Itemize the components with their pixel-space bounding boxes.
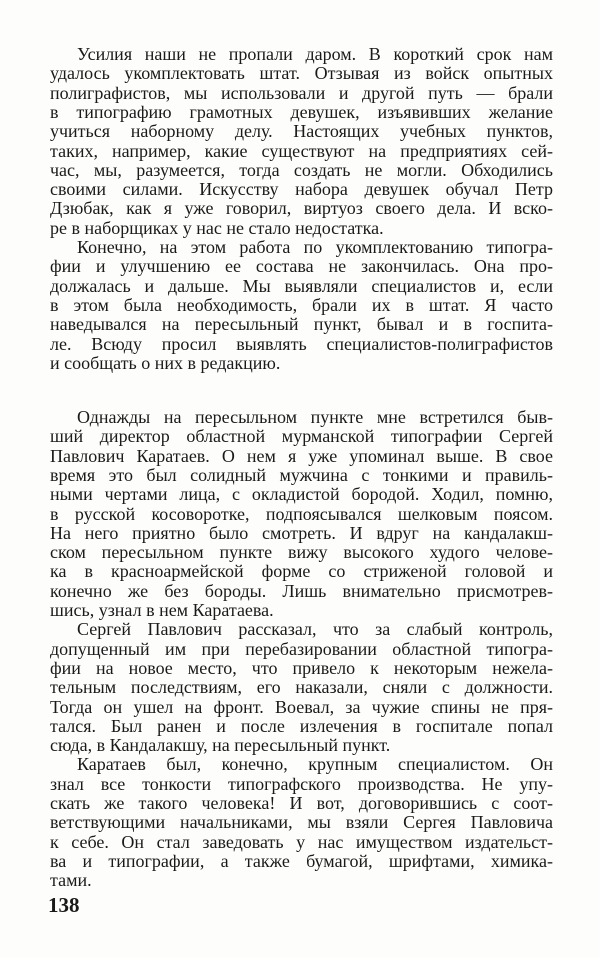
text-line: ре в наборщиках у нас не стало недостатка.	[50, 217, 384, 238]
text-line: в русской косоворотке, подпоясывался шелковым поясом.	[50, 503, 553, 524]
text-line: допущенный им при перебазировании областной типогра-	[50, 638, 553, 659]
text-line: ший директор областной мурманской типографии Сергей	[50, 426, 553, 447]
text-line: полиграфистов, мы использовали и другой путь — брали	[50, 82, 553, 103]
text-line: ветствующими начальниками, мы взяли Сергея Павловича	[50, 812, 553, 833]
text-line: Сергей Павлович рассказал, что за слабый контроль,	[77, 619, 553, 640]
text-line: ле. Всюду просил выявлять специалистов-полиграфистов	[50, 333, 553, 354]
text-line: ка в красноармейской форме со стриженой головой и	[50, 561, 553, 582]
text-line: ском пересыльном пункте вижу высокого худого челове-	[50, 542, 553, 563]
text-line: Усилия наши не пропали даром. В короткий срок нам	[77, 44, 553, 64]
text-line: скать же такого человека! И вот, договорившись с соот-	[50, 793, 553, 813]
text-line: шись, узнал в нем Каратаева.	[50, 600, 274, 620]
text-line: тался. Был ранен и после излечения в госпитале попал	[50, 715, 553, 736]
text-line: знал все тонкости типографского производства. Не упу-	[50, 773, 553, 794]
text-line: тельным последствиям, его наказали, сняли с должности.	[50, 677, 553, 698]
text-line: учиться наборному делу. Настоящих учебных пунктов,	[50, 121, 553, 142]
text-line: сюда, в Кандалакшу, на пересыльный пункт.	[50, 735, 391, 756]
text-line: Павлович Каратаев. О нем я уже упоминал выше. В свое	[50, 445, 553, 466]
text-line: тами.	[50, 870, 92, 891]
text-line: Конечно, на этом работа по укомплектованию типогра-	[77, 237, 553, 257]
text-line: к себе. Он стал заведовать у нас имуществом издательст-	[50, 831, 553, 852]
text-line: в типографию грамотных девушек, изъявивших желание	[50, 101, 553, 122]
text-line: наведывался на пересыльный пункт, бывал и в госпита-	[50, 314, 553, 335]
text-line: ными чертами лица, с окладистой бородой. Ходил, помню,	[50, 484, 553, 505]
text-line: и сообщать о них в редакцию.	[50, 352, 281, 373]
text-line: Однажды на пересыльном пункте мне встретился быв-	[77, 407, 553, 427]
text-line: На него приятно было смотреть. И вдруг на кандалакш-	[50, 522, 553, 543]
text-line: таких, например, какие существуют на предприятиях сей-	[50, 140, 553, 161]
text-line: своими силами. Искусству набора девушек обучал Петр	[50, 179, 553, 200]
text-line: в этом была необходимость, брали их в штат. Я часто	[50, 294, 553, 315]
text-line: фии на новое место, что привело к некоторым нежела-	[50, 657, 553, 678]
text-line: Дзюбак, как я уже говорил, виртуоз своего дела. И вско-	[50, 198, 553, 219]
text-line: время это был солидный мужчина с тонкими и правиль-	[50, 464, 553, 485]
text-line: должалась и дальше. Мы выявляли специалистов и, если	[50, 275, 553, 296]
text-line: ва и типографии, а также бумагой, шрифтами, химика-	[50, 850, 553, 871]
text-line: Каратаев был, конечно, крупным специалистом. Он	[77, 754, 553, 775]
page-number: 138	[48, 893, 80, 917]
text-line: час, мы, разумеется, тогда создать не могли. Обходились	[50, 159, 553, 180]
text-line: конечно же без бороды. Лишь внимательно присмотрев-	[50, 580, 553, 601]
text-line: фии и улучшению ее состава не закончилась. Она про-	[50, 256, 553, 277]
text-line: удалось укомплектовать штат. Отзывая из войск опытных	[50, 63, 553, 84]
text-line: Тогда он ушел на фронт. Воевал, за чужие спины не пря-	[50, 696, 553, 717]
